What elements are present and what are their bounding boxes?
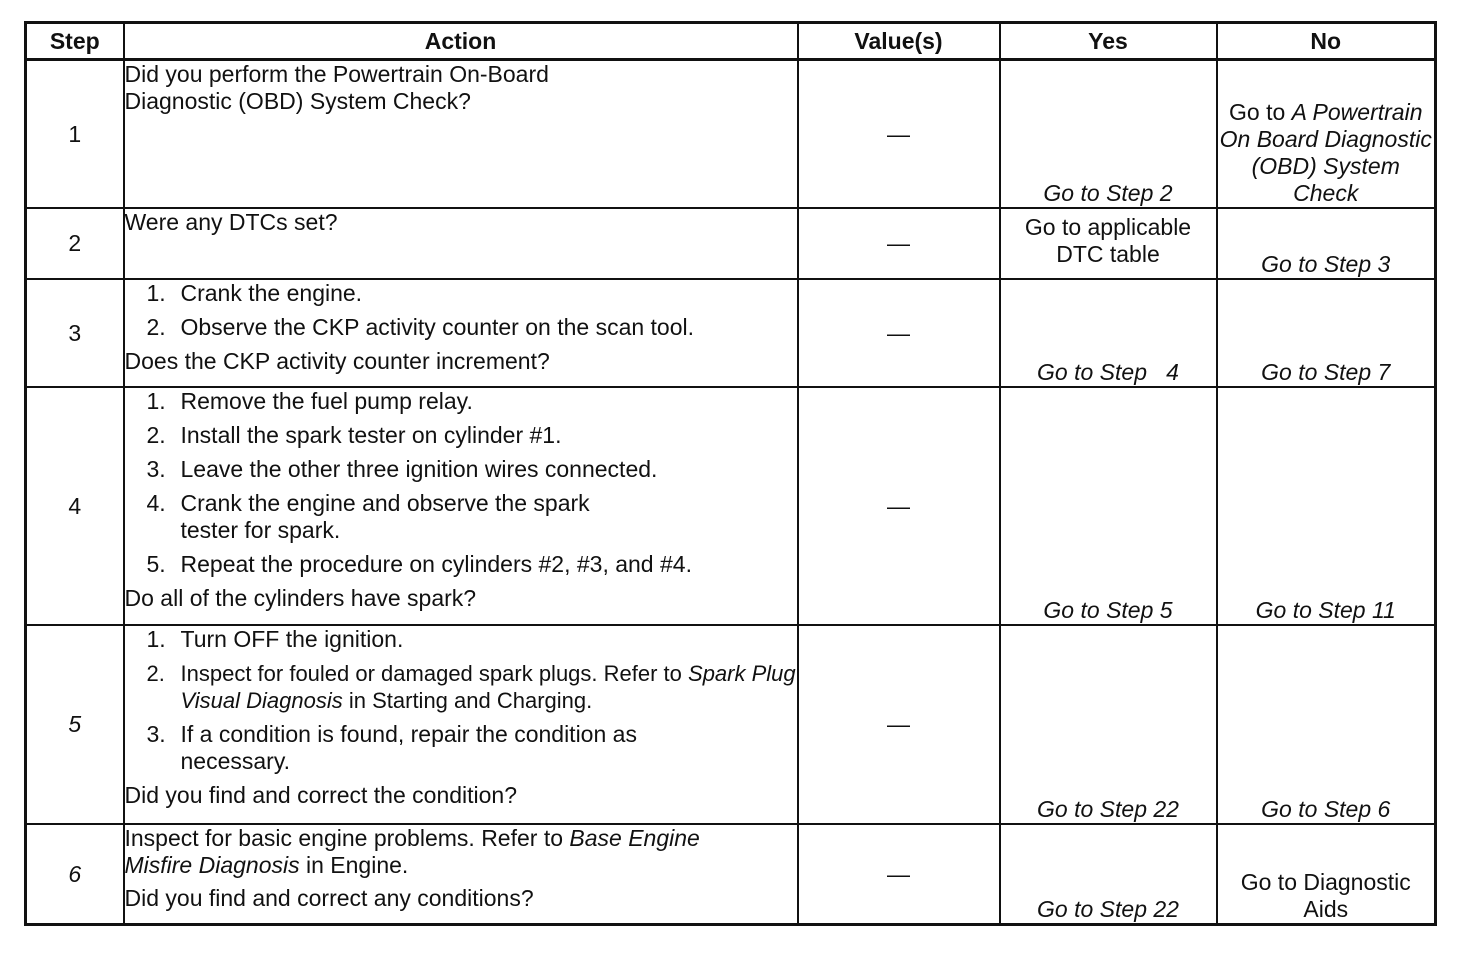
no-cell: Go to Step 6 — [1217, 625, 1436, 824]
value-cell: — — [798, 625, 1000, 824]
header-no: No — [1217, 23, 1436, 60]
substep-list — [125, 280, 797, 341]
action-cell — [124, 824, 798, 925]
substep-list — [125, 626, 797, 775]
table-row — [26, 60, 1436, 209]
action-cell — [124, 60, 798, 209]
yes-cell: Go to Step 22 — [1000, 625, 1217, 824]
step-number: 2 — [26, 208, 124, 279]
value-cell: — — [798, 387, 1000, 625]
value-cell: — — [798, 824, 1000, 925]
action-cell — [124, 208, 798, 279]
diagnostic-table — [24, 21, 1437, 926]
substep: 5. Repeat the procedure on cylinders #2, #3, and #4. — [146, 551, 692, 577]
yes-cell: Go to Step 22 — [1000, 824, 1217, 925]
reference-link-text: Base Engine Misfire Diagnosis — [124, 825, 700, 878]
yes-cell: Go to Step 4 — [1000, 279, 1217, 387]
step-number: 4 — [26, 387, 124, 625]
table-row — [26, 208, 1436, 279]
substep: 1. Crank the engine. — [146, 280, 363, 306]
no-reference: A Powertrain On Board Diagnostic (OBD) System Check — [1219, 99, 1432, 206]
action-text: Were any DTCs set? — [124, 209, 338, 235]
table-row — [26, 279, 1436, 387]
question-text: Does the CKP activity counter increment? — [124, 348, 550, 374]
header-row — [26, 23, 1436, 60]
action-text: Did you perform the Powertrain On-Board Diagnostic (OBD) System Check? — [124, 61, 549, 114]
question-text: Do all of the cylinders have spark? — [124, 585, 477, 611]
question-text: Did you find and correct the condition? — [124, 782, 518, 808]
substep: 3. If a condition is found, repair the condition as necessary. — [146, 721, 637, 774]
value-cell: — — [798, 279, 1000, 387]
substep: 4. Crank the engine and observe the spark tester for spark. — [146, 490, 590, 543]
action-cell — [124, 279, 798, 387]
substep: 1. Remove the fuel pump relay. — [146, 388, 473, 414]
step-number: 5 — [26, 625, 124, 824]
substep: 2. Install the spark tester on cylinder #1. — [146, 422, 562, 448]
step-number: 6 — [26, 824, 124, 925]
no-cell — [1217, 60, 1436, 209]
step-number: 1 — [26, 60, 124, 209]
diagnostic-table-sheet — [24, 21, 1437, 926]
value-cell: — — [798, 60, 1000, 209]
substep: 1. Turn OFF the ignition. — [146, 626, 404, 652]
question-text: Did you find and correct any conditions? — [124, 885, 534, 911]
step-number: 3 — [26, 279, 124, 387]
substep: 2. Inspect for fouled or damaged spark plugs. Refer to Spark Plug Visual Diagnosis in Starting and Charging. — [146, 661, 796, 713]
table-row — [26, 625, 1436, 824]
action-text: Inspect for basic engine problems. Refer to Base Engine Misfire Diagnosis in Engine. — [124, 825, 700, 878]
no-prefix: Go to — [1229, 99, 1292, 125]
yes-cell: Go to Step 2 — [1000, 60, 1217, 209]
table-row — [26, 824, 1436, 925]
no-cell: Go to Diagnostic Aids — [1217, 824, 1436, 925]
header-action: Action — [124, 23, 798, 60]
no-cell: Go to Step 7 — [1217, 279, 1436, 387]
action-cell — [124, 625, 798, 824]
substep: 2. Observe the CKP activity counter on the scan tool. — [146, 314, 695, 340]
no-cell: Go to Step 3 — [1217, 208, 1436, 279]
value-cell: — — [798, 208, 1000, 279]
no-cell: Go to Step 11 — [1217, 387, 1436, 625]
substep: 3. Leave the other three ignition wires connected. — [146, 456, 658, 482]
action-cell — [124, 387, 798, 625]
header-values: Value(s) — [798, 23, 1000, 60]
header-step: Step — [26, 23, 124, 60]
substep-list — [125, 388, 797, 578]
yes-cell: Go to Step 5 — [1000, 387, 1217, 625]
reference-link-text: Spark Plug Visual Diagnosis — [180, 661, 796, 713]
yes-cell: Go to applicable DTC table — [1000, 208, 1217, 279]
header-yes: Yes — [1000, 23, 1217, 60]
table-row — [26, 387, 1436, 625]
